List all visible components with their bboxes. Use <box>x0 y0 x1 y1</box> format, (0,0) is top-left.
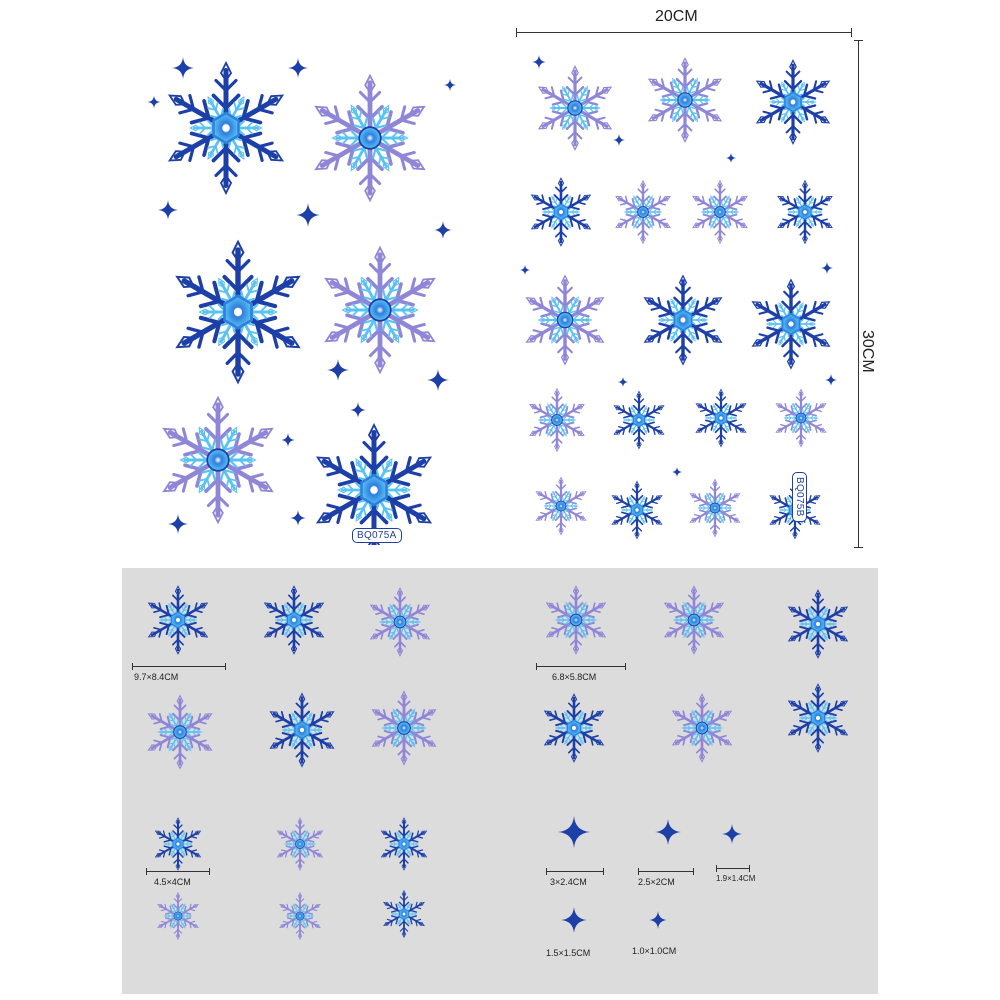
size-dimension-line <box>716 868 750 869</box>
star-icon <box>561 907 587 933</box>
snowflake-icon <box>748 280 833 368</box>
snowflake-icon <box>690 181 750 243</box>
star-icon <box>158 200 178 220</box>
width-dimension-label: 20CM <box>655 8 698 25</box>
snowflake-icon <box>158 398 278 523</box>
snowflake-icon <box>613 181 673 243</box>
snowflake-icon <box>379 818 429 870</box>
star-icon <box>532 55 546 69</box>
height-dimension-line <box>858 40 859 548</box>
sticker-sheet-b <box>515 40 850 545</box>
star-icon <box>613 134 625 146</box>
snowflake-icon <box>669 694 734 762</box>
star-icon <box>281 433 295 447</box>
height-dimension-label: 30CM <box>859 330 876 373</box>
size-dimension-line <box>132 666 226 667</box>
size-dimension-line <box>638 871 694 872</box>
star-icon <box>649 911 667 929</box>
snowflake-icon <box>661 586 726 654</box>
snowflake-icon <box>311 425 436 545</box>
snowflake-icon <box>687 479 742 536</box>
star-icon <box>350 402 366 418</box>
snowflake-icon <box>609 481 664 538</box>
size-reference-panel <box>122 568 878 994</box>
star-icon <box>172 57 194 79</box>
snowflake-icon <box>785 684 850 752</box>
snowflake-icon <box>527 389 587 451</box>
snowflake-icon <box>367 588 432 656</box>
snowflake-icon <box>163 63 288 193</box>
size-label: 1.0×1.0CM <box>632 946 677 956</box>
star-icon <box>821 262 833 274</box>
snowflake-icon <box>785 590 850 658</box>
star-icon <box>444 79 456 91</box>
size-label: 1.9×1.4CM <box>716 874 756 883</box>
snowflake-icon <box>320 248 440 373</box>
star-icon <box>618 377 628 387</box>
star-icon <box>726 153 736 163</box>
star-icon <box>290 510 306 526</box>
size-dimension-line <box>536 666 626 667</box>
snowflake-icon <box>645 58 725 141</box>
snowflake-icon <box>753 60 833 143</box>
snowflake-icon <box>533 477 588 534</box>
star-icon <box>825 374 837 386</box>
star-icon <box>288 58 308 78</box>
snowflake-icon <box>528 178 593 246</box>
star-icon <box>558 816 590 848</box>
snowflake-icon <box>541 694 606 762</box>
snowflake-icon <box>775 181 835 243</box>
size-label: 4.5×4CM <box>154 877 191 887</box>
snowflake-icon <box>543 586 608 654</box>
sheet-a-artwork <box>138 40 468 545</box>
snowflake-icon <box>170 242 305 382</box>
snowflake-icon <box>773 389 828 446</box>
size-label: 6.8×5.8CM <box>552 672 597 682</box>
star-icon <box>520 265 530 275</box>
snowflake-icon <box>522 276 607 364</box>
snowflake-icon <box>155 893 200 940</box>
snowflake-icon <box>153 818 203 870</box>
snowflake-icon <box>369 692 439 765</box>
snowflake-icon <box>535 66 615 149</box>
snowflake-icon <box>267 694 337 767</box>
size-dimension-line <box>146 871 210 872</box>
size-label: 1.5×1.5CM <box>546 948 591 958</box>
star-icon <box>168 514 188 534</box>
snowflake-icon <box>145 586 210 654</box>
star-icon <box>327 359 349 381</box>
star-icon <box>655 819 681 845</box>
snowflake-icon <box>310 76 430 201</box>
size-label: 2.5×2CM <box>638 877 675 887</box>
star-icon <box>148 96 161 109</box>
star-icon <box>434 221 452 239</box>
snowflake-icon <box>611 391 666 448</box>
snowflake-icon <box>693 389 748 446</box>
snowflake-icon <box>145 696 215 769</box>
star-icon <box>672 467 682 477</box>
snowflake-icon <box>381 891 426 938</box>
sticker-sheet-a <box>138 40 468 545</box>
size-panel-artwork <box>122 568 878 994</box>
star-icon <box>722 824 742 844</box>
star-icon <box>296 203 320 227</box>
sheet-code-label: BQ075B <box>792 472 807 522</box>
snowflake-icon <box>277 893 322 940</box>
size-label: 3×2.4CM <box>550 877 587 887</box>
star-icon <box>427 369 449 391</box>
width-dimension-line <box>516 32 852 33</box>
size-label: 9.7×8.4CM <box>134 672 179 682</box>
snowflake-icon <box>275 818 325 870</box>
size-dimension-line <box>546 871 604 872</box>
sheet-code-label: BQ075A <box>352 528 402 543</box>
sheet-b-artwork <box>515 40 850 545</box>
snowflake-icon <box>261 586 326 654</box>
snowflake-icon <box>640 276 725 364</box>
